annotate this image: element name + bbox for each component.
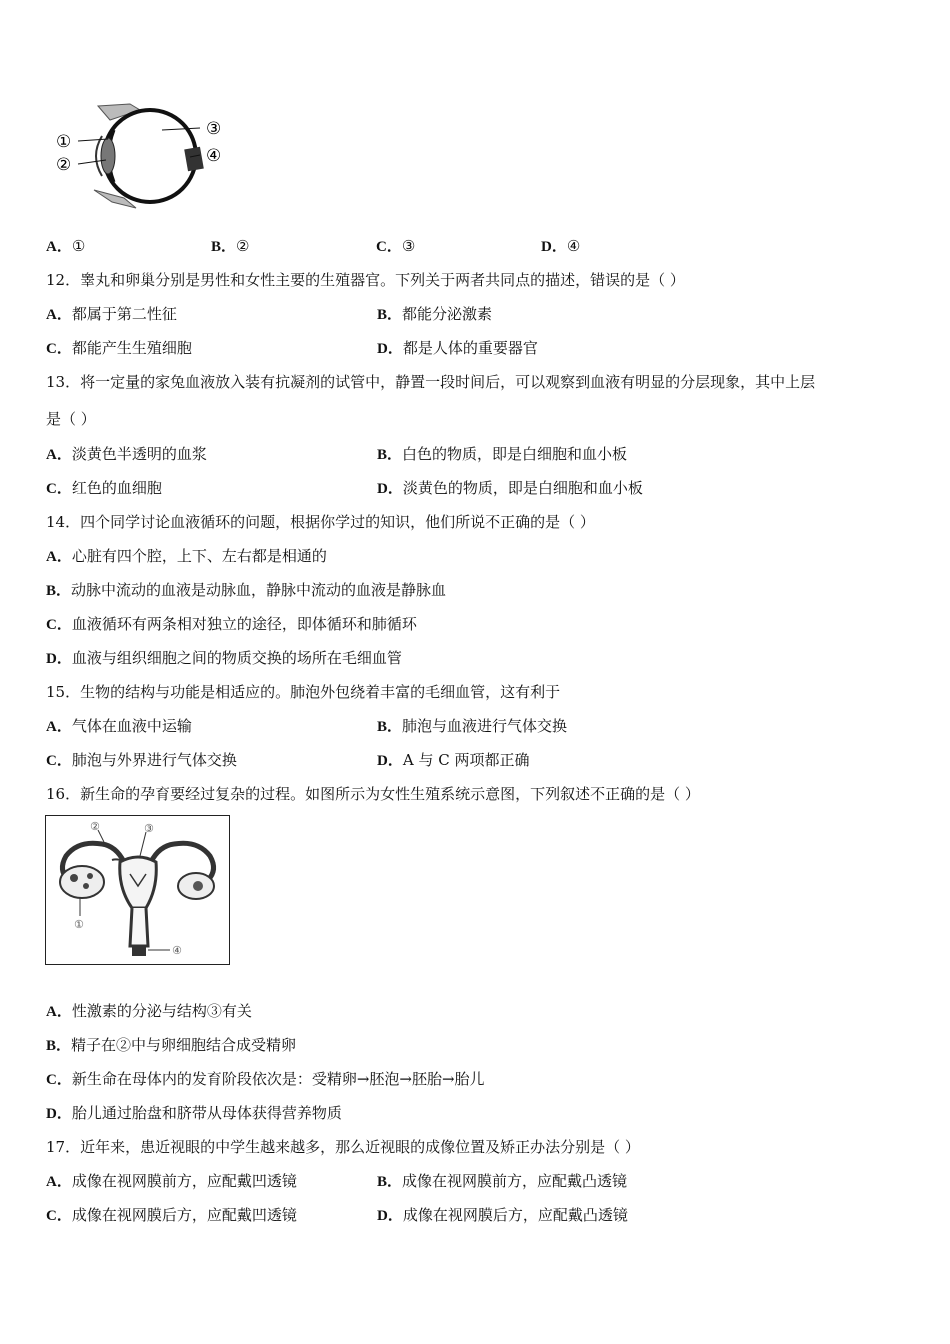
q11-option-a[interactable] bbox=[46, 236, 85, 257]
option-text: 心脏有四个腔，上下、左右都是相通的 bbox=[71, 547, 327, 565]
option-text: 胎儿通过胎盘和脐带从母体获得营养物质 bbox=[71, 1104, 342, 1122]
option-label: C． bbox=[46, 1208, 72, 1224]
q12-option-a[interactable] bbox=[46, 304, 177, 325]
option-text: 都是人体的重要器官 bbox=[402, 339, 538, 357]
q13-option-d[interactable] bbox=[377, 478, 643, 499]
q13-option-b[interactable] bbox=[377, 444, 627, 465]
option-label: B． bbox=[377, 307, 403, 323]
q17-stem: 17．近年来，患近视眼的中学生越来越多，那么近视眼的成像位置及矫正办法分别是（ ） bbox=[46, 1138, 640, 1156]
q14-option-b[interactable] bbox=[46, 580, 446, 601]
option-text: 都属于第二性征 bbox=[71, 305, 177, 323]
q11-option-d[interactable] bbox=[541, 236, 580, 257]
option-text: 新生命在母体内的发育阶段依次是：受精卵→胚泡→胚胎→胎儿 bbox=[71, 1070, 485, 1088]
option-text: 动脉中流动的血液是动脉血，静脉中流动的血液是静脉血 bbox=[71, 581, 447, 599]
q15-stem: 15．生物的结构与功能是相适应的。肺泡外包绕着丰富的毛细血管，这有利于 bbox=[46, 683, 561, 701]
repro-label-4: ④ bbox=[172, 944, 182, 957]
q15-option-c[interactable] bbox=[46, 750, 237, 771]
q11-option-c[interactable] bbox=[376, 236, 415, 257]
option-label: A． bbox=[46, 1004, 72, 1020]
option-label: C． bbox=[46, 1072, 72, 1088]
q14-option-c[interactable] bbox=[46, 614, 417, 635]
q15-option-a[interactable] bbox=[46, 716, 192, 737]
q16-option-a[interactable] bbox=[46, 1001, 252, 1022]
option-label: A． bbox=[46, 549, 72, 565]
option-text: 都能分泌激素 bbox=[402, 305, 493, 323]
eye-label-4: ④ bbox=[206, 146, 222, 166]
option-label: D． bbox=[377, 753, 403, 769]
option-label: A． bbox=[46, 1174, 72, 1190]
option-label: B． bbox=[377, 1174, 403, 1190]
option-text: 成像在视网膜前方，应配戴凹透镜 bbox=[71, 1172, 297, 1190]
option-text: 红色的血细胞 bbox=[71, 479, 162, 497]
eye-label-1: ① bbox=[56, 132, 72, 152]
repro-label-3: ③ bbox=[144, 822, 154, 835]
option-text: 气体在血液中运输 bbox=[71, 717, 192, 735]
q15-option-b[interactable] bbox=[377, 716, 567, 737]
eye-diagram-svg bbox=[50, 100, 235, 212]
q16-option-d[interactable] bbox=[46, 1103, 342, 1124]
option-text: 都能产生生殖细胞 bbox=[71, 339, 192, 357]
option-text: A 与 C 两项都正确 bbox=[402, 751, 530, 769]
q16-stem: 16．新生命的孕育要经过复杂的过程。如图所示为女性生殖系统示意图，下列叙述不正确的是（ ） bbox=[46, 785, 700, 803]
option-label: D． bbox=[377, 481, 403, 497]
option-label: D． bbox=[46, 1106, 72, 1122]
q12-option-d[interactable] bbox=[377, 338, 538, 359]
eye-label-2: ② bbox=[56, 155, 72, 175]
q13-stem-line2: 是（ ） bbox=[46, 410, 96, 428]
option-label: D． bbox=[377, 1208, 403, 1224]
eye-label-3: ③ bbox=[206, 119, 222, 139]
q17-option-d[interactable] bbox=[377, 1205, 628, 1226]
option-text: ④ bbox=[566, 237, 581, 255]
option-label: B． bbox=[377, 447, 403, 463]
q17-option-c[interactable] bbox=[46, 1205, 297, 1226]
q14-stem: 14．四个同学讨论血液循环的问题，根据你学过的知识，他们所说不正确的是（ ） bbox=[46, 513, 595, 531]
option-text: ① bbox=[71, 237, 86, 255]
q15-option-d[interactable] bbox=[377, 750, 529, 771]
q12-option-c[interactable] bbox=[46, 338, 192, 359]
option-label: B． bbox=[211, 239, 237, 255]
option-label: B． bbox=[377, 719, 403, 735]
option-label: B． bbox=[46, 1038, 72, 1054]
option-label: C． bbox=[46, 617, 72, 633]
option-text: 白色的物质，即是白细胞和血小板 bbox=[402, 445, 628, 463]
option-text: 成像在视网膜前方，应配戴凸透镜 bbox=[402, 1172, 628, 1190]
option-text: 成像在视网膜后方，应配戴凸透镜 bbox=[402, 1206, 628, 1224]
option-text: 肺泡与血液进行气体交换 bbox=[402, 717, 568, 735]
q17-option-a[interactable] bbox=[46, 1171, 297, 1192]
q13-option-a[interactable] bbox=[46, 444, 207, 465]
option-label: C． bbox=[46, 341, 72, 357]
q16-option-b[interactable] bbox=[46, 1035, 296, 1056]
option-label: C． bbox=[46, 753, 72, 769]
option-text: 肺泡与外界进行气体交换 bbox=[71, 751, 237, 769]
q17-option-b[interactable] bbox=[377, 1171, 627, 1192]
q16-option-c[interactable] bbox=[46, 1069, 485, 1090]
option-text: 血液循环有两条相对独立的途径，即体循环和肺循环 bbox=[71, 615, 417, 633]
female-reproductive-diagram bbox=[45, 815, 230, 965]
option-text: ③ bbox=[401, 237, 416, 255]
option-label: B． bbox=[46, 583, 72, 599]
female-reproductive-svg bbox=[46, 816, 229, 964]
q14-option-a[interactable] bbox=[46, 546, 327, 567]
q13-option-c[interactable] bbox=[46, 478, 162, 499]
option-text: 淡黄色半透明的血浆 bbox=[71, 445, 207, 463]
option-label: D． bbox=[46, 651, 72, 667]
option-label: C． bbox=[376, 239, 402, 255]
eye-diagram bbox=[50, 100, 235, 212]
option-text: ② bbox=[236, 237, 250, 255]
repro-label-1: ① bbox=[74, 918, 84, 931]
option-text: 血液与组织细胞之间的物质交换的场所在毛细血管 bbox=[71, 649, 402, 667]
q14-option-d[interactable] bbox=[46, 648, 402, 669]
option-label: D． bbox=[377, 341, 403, 357]
q12-option-b[interactable] bbox=[377, 304, 492, 325]
q11-option-b[interactable] bbox=[211, 236, 249, 257]
repro-label-2: ② bbox=[90, 820, 100, 833]
option-text: 精子在②中与卵细胞结合成受精卵 bbox=[71, 1036, 297, 1054]
option-text: 性激素的分泌与结构③有关 bbox=[71, 1002, 252, 1020]
option-text: 淡黄色的物质，即是白细胞和血小板 bbox=[402, 479, 643, 497]
q12-stem: 12．睾丸和卵巢分别是男性和女性主要的生殖器官。下列关于两者共同点的描述，错误的是（ ） bbox=[46, 271, 685, 289]
option-label: A． bbox=[46, 307, 72, 323]
option-label: C． bbox=[46, 481, 72, 497]
option-label: A． bbox=[46, 447, 72, 463]
option-text: 成像在视网膜后方，应配戴凹透镜 bbox=[71, 1206, 297, 1224]
q13-stem-line1: 13．将一定量的家兔血液放入装有抗凝剂的试管中，静置一段时间后，可以观察到血液有明显的分层现象，其中上层 bbox=[46, 373, 816, 391]
option-label: D． bbox=[541, 239, 567, 255]
option-label: A． bbox=[46, 719, 72, 735]
option-label: A． bbox=[46, 239, 72, 255]
